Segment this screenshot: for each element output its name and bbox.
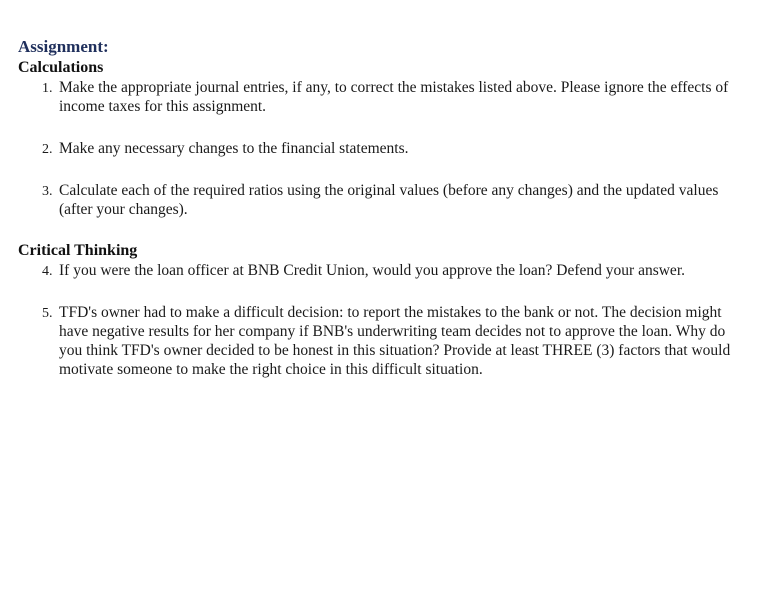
item-text: Make any necessary changes to the financial statements.	[59, 140, 409, 157]
section-spacer	[18, 219, 738, 241]
list-spacer	[18, 158, 738, 181]
item-text: Calculate each of the required ratios using the original values (before any changes) and the updated values (after your changes).	[59, 182, 719, 218]
list-item	[18, 181, 738, 219]
critical-thinking-list	[18, 261, 738, 379]
assignment-document	[18, 36, 738, 379]
item-number: 3.	[42, 184, 53, 199]
list-spacer	[18, 116, 738, 139]
calculations-list	[18, 78, 738, 219]
section-heading-critical-thinking: Critical Thinking	[18, 242, 138, 259]
item-number: 4.	[42, 264, 53, 279]
item-text: If you were the loan officer at BNB Credit Union, would you approve the loan? Defend your answer.	[59, 262, 685, 279]
item-text: Make the appropriate journal entries, if any, to correct the mistakes listed above. Please ignore the effects of income taxes for this assignment.	[59, 79, 729, 115]
list-item	[18, 139, 738, 158]
list-item	[18, 78, 738, 116]
list-item	[18, 303, 738, 379]
list-spacer	[18, 280, 738, 303]
item-text: TFD's owner had to make a difficult decision: to report the mistakes to the bank or not. The decision might have negative results for her company if BNB's underwriting team decides not to approve the loan. Why do you think TFD's owner decided to be honest in this situation? Provide at least THREE (3) factors that would motivate someone to make the right choice in this difficult situation.	[59, 304, 731, 378]
section-heading-calculations: Calculations	[18, 59, 104, 76]
list-item	[18, 261, 738, 280]
item-number: 1.	[42, 81, 53, 96]
assignment-title: Assignment:	[18, 37, 109, 56]
item-number: 5.	[42, 306, 53, 321]
item-number: 2.	[42, 142, 53, 157]
